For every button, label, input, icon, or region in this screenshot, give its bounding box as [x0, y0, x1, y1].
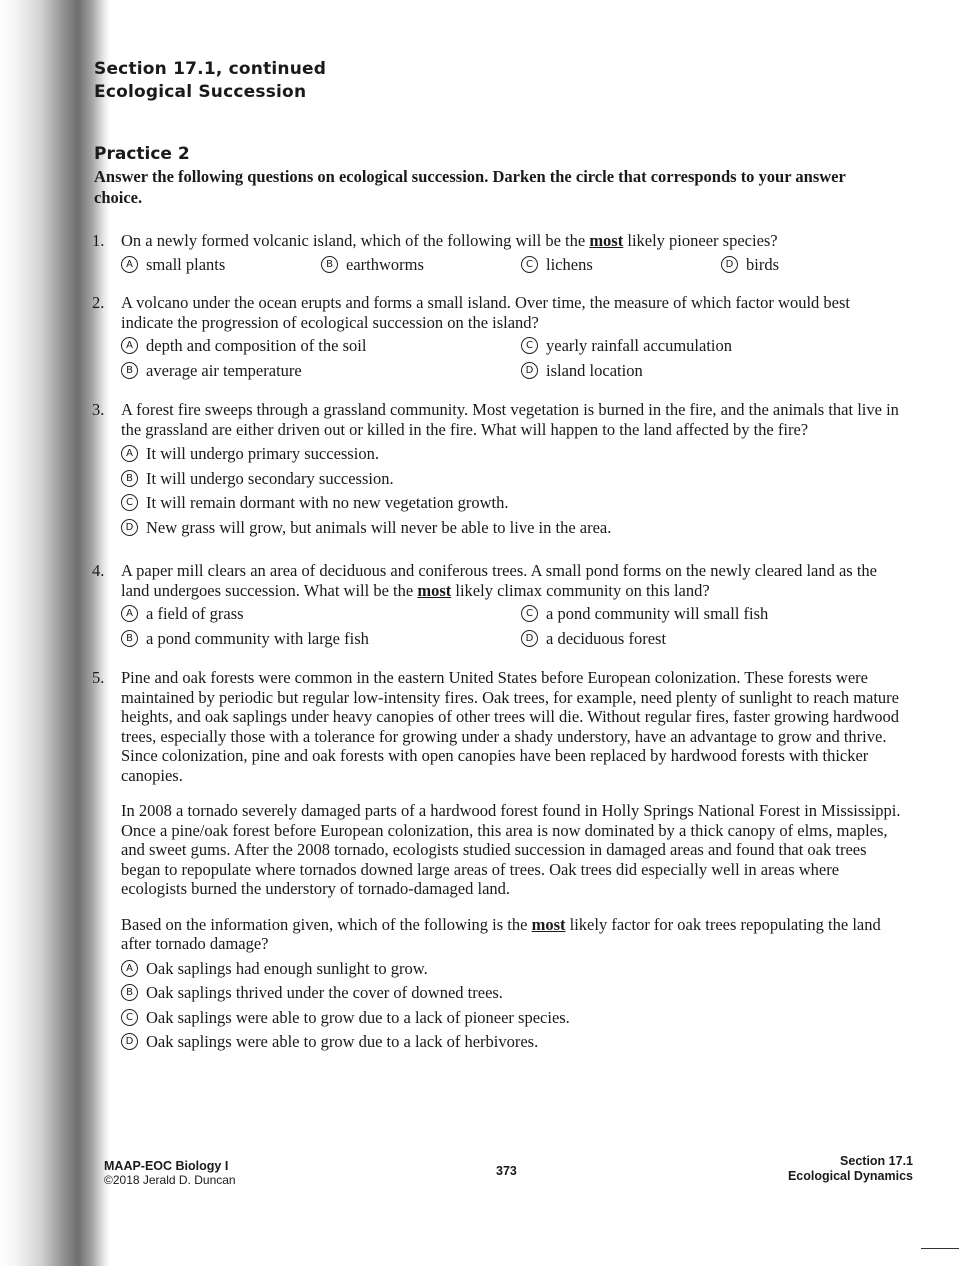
practice-instructions: Answer the following questions on ecological succession. Darken the circle that corresponds to your answer choice.: [94, 167, 846, 207]
choice-b[interactable]: B Oak saplings thrived under the cover of downed trees.: [121, 983, 902, 1003]
answer-bubble-icon[interactable]: A: [121, 960, 138, 977]
copyright: ©2018 Jerald D. Duncan: [104, 1173, 236, 1187]
passage-paragraph: In 2008 a tornado severely damaged parts of a hardwood forest found in Holly Springs National Forest in Mississippi. Once a pine/oak forest before European colonization, this area is now dominated by a thick canopy of elms, maples, and sweet gums. After the 2008 tornado, ecologists studied succession in damaged areas and found that oak trees began to repopulate where tornados downed large areas of trees. Oak trees did especially well in areas where ecologists burned the understory of tornado-damaged land.: [121, 801, 901, 898]
answer-bubble-icon[interactable]: A: [121, 605, 138, 622]
answer-bubble-icon[interactable]: A: [121, 337, 138, 354]
question-5: [92, 668, 902, 1057]
scan-mark: [921, 1248, 959, 1249]
answer-bubble-icon[interactable]: B: [121, 984, 138, 1001]
choice-c[interactable]: C It will remain dormant with no new vegetation growth.: [121, 493, 902, 513]
choice-d[interactable]: D a deciduous forest: [521, 629, 921, 649]
question-number: 3.: [92, 400, 105, 419]
choice-d[interactable]: D birds: [721, 255, 779, 275]
answer-choices: [121, 444, 902, 537]
answer-choices: [121, 959, 902, 1052]
footer-section: Section 17.1: [840, 1154, 913, 1168]
answer-bubble-icon[interactable]: C: [121, 1009, 138, 1026]
answer-choices: [121, 604, 902, 648]
question-number: 1.: [92, 231, 105, 250]
choice-a[interactable]: A small plants: [121, 255, 321, 275]
answer-choices: [121, 255, 902, 275]
question-number: 2.: [92, 293, 105, 312]
choice-c[interactable]: C lichens: [521, 255, 721, 275]
question-4: [92, 561, 902, 648]
choice-d[interactable]: D New grass will grow, but animals will never be able to live in the area.: [121, 518, 902, 538]
question-stem: On a newly formed volcanic island, which of the following will be the most likely pioneer species?: [121, 231, 778, 250]
answer-bubble-icon[interactable]: C: [521, 605, 538, 622]
answer-bubble-icon[interactable]: B: [121, 630, 138, 647]
footer-section-title: Ecological Dynamics: [787, 1169, 913, 1183]
answer-bubble-icon[interactable]: D: [521, 630, 538, 647]
choice-a[interactable]: A Oak saplings had enough sunlight to grow.: [121, 959, 902, 979]
answer-bubble-icon[interactable]: B: [121, 470, 138, 487]
question-stem: Based on the information given, which of the following is the most likely factor for oak trees repopulating the land after tornado damage?: [121, 914, 881, 953]
answer-bubble-icon[interactable]: B: [121, 362, 138, 379]
answer-bubble-icon[interactable]: D: [121, 519, 138, 536]
choice-a[interactable]: A It will undergo primary succession.: [121, 444, 902, 464]
choice-b[interactable]: B average air temperature: [121, 361, 521, 381]
footer-section-info: [788, 1154, 913, 1184]
answer-bubble-icon[interactable]: A: [121, 445, 138, 462]
choice-d[interactable]: D island location: [521, 361, 921, 381]
answer-bubble-icon[interactable]: B: [321, 256, 338, 273]
topic-line: Ecological Succession: [94, 82, 307, 102]
question-2: [92, 293, 902, 380]
choice-c[interactable]: C Oak saplings were able to grow due to a lack of pioneer species.: [121, 1008, 902, 1028]
practice-title: Practice 2: [94, 144, 190, 164]
question-number: 5.: [92, 668, 105, 687]
section-line: Section 17.1, continued: [94, 59, 327, 79]
choice-d[interactable]: D Oak saplings were able to grow due to a lack of herbivores.: [121, 1032, 902, 1052]
question-1: [92, 231, 902, 274]
footer-book-info: [104, 1159, 236, 1187]
answer-bubble-icon[interactable]: C: [521, 256, 538, 273]
question-passage: [121, 668, 902, 954]
book-title: MAAP-EOC Biology I: [104, 1159, 229, 1173]
choice-a[interactable]: A depth and composition of the soil: [121, 336, 521, 356]
section-header: [94, 58, 326, 104]
choice-a[interactable]: A a field of grass: [121, 604, 521, 624]
answer-bubble-icon[interactable]: D: [721, 256, 738, 273]
question-3: [92, 400, 902, 542]
choice-c[interactable]: C yearly rainfall accumulation: [521, 336, 921, 356]
answer-bubble-icon[interactable]: C: [521, 337, 538, 354]
answer-bubble-icon[interactable]: C: [121, 494, 138, 511]
question-stem: A volcano under the ocean erupts and forms a small island. Over time, the measure of which factor would best indicate the progression of ecological succession on the island?: [121, 293, 850, 332]
choice-b[interactable]: B earthworms: [321, 255, 521, 275]
choice-b[interactable]: B a pond community with large fish: [121, 629, 521, 649]
answer-choices: [121, 336, 902, 380]
answer-bubble-icon[interactable]: A: [121, 256, 138, 273]
question-stem: A forest fire sweeps through a grassland community. Most vegetation is burned in the fire, and the animals that live in the grassland are either driven out or killed in the fire. What will happen to the land affected by the fire?: [121, 400, 899, 439]
answer-bubble-icon[interactable]: D: [521, 362, 538, 379]
question-number: 4.: [92, 561, 105, 580]
choice-c[interactable]: C a pond community will small fish: [521, 604, 921, 624]
answer-bubble-icon[interactable]: D: [121, 1033, 138, 1050]
passage-paragraph: Pine and oak forests were common in the eastern United States before European colonization. These forests were maintained by periodic but regular low-intensity fires. Oak trees, for example, need plenty of sunlight to reach mature heights, and oak saplings under heavy canopies of other trees will die. Without regular fires, faster growing hardwood trees, especially those with a tolerance for growing under a shady understory, have an advantage to grow and thrive. Since colonization, pine and oak forests with open canopies have been replaced by hardwood forests with thicker canopies.: [121, 668, 899, 785]
page-number: 373: [496, 1164, 517, 1178]
question-stem: A paper mill clears an area of deciduous and coniferous trees. A small pond forms on the newly cleared land as the land undergoes succession. What will be the most likely climax community on this land?: [121, 561, 878, 600]
choice-b[interactable]: B It will undergo secondary succession.: [121, 469, 902, 489]
